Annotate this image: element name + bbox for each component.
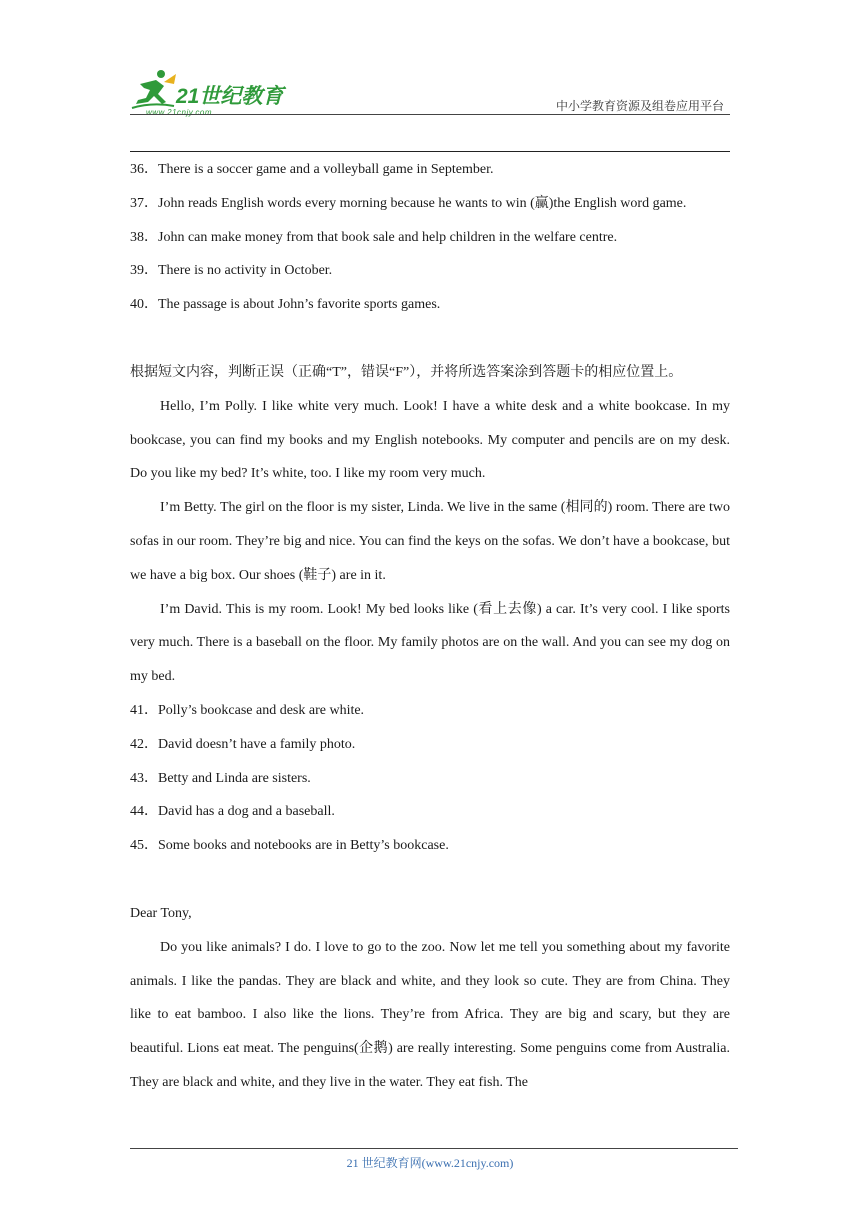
passage-paragraph-polly: Hello, I’m Polly. I like white very much. Look! I have a white desk and a white bookcase. In my bookcase, you can find my books and my English notebooks. My computer and pencils are on my desk. Do you like my bed? It’s white, too. I like my room very much. xyxy=(130,398,730,482)
question-42: 42．David doesn’t have a family photo. xyxy=(130,736,356,752)
question-38: 38．John can make money from that book sale and help children in the welfare centre. xyxy=(130,229,618,245)
page-footer: 21 世纪教育网(www.21cnjy.com) xyxy=(346,1156,514,1170)
header-divider xyxy=(130,114,730,115)
spacer xyxy=(130,863,730,897)
question-43: 43．Betty and Linda are sisters. xyxy=(130,770,311,786)
page-header xyxy=(130,60,730,120)
logo-text: 21世纪教育 xyxy=(176,85,284,108)
section-instruction: 根据短文内容，判断正误（正确“T”，错误“F”），并将所选答案涂到答题卡的相应位置上。 xyxy=(130,364,683,380)
letter-paragraph: Do you like animals? I do. I love to go to the zoo. Now let me tell you something about my favorite animals. I like the pandas. They are black and white, and they look so cute. They are from China. They like to eat bamboo. I also like the lions. They’re from Africa. They are big and scary, but they are beautiful. Lions eat meat. The penguins(企鹅) are really interesting. Some penguins come from Australia. They are black and white, and they live in the water. They eat fish. The xyxy=(130,939,730,1090)
footer-divider xyxy=(130,1148,738,1149)
content-top-divider xyxy=(130,151,730,152)
question-44: 44．David has a dog and a baseball. xyxy=(130,804,335,820)
question-39: 39．There is no activity in October. xyxy=(130,263,333,279)
letter-salutation: Dear Tony, xyxy=(130,905,192,921)
spacer xyxy=(130,322,730,356)
passage-paragraph-betty: I’m Betty. The girl on the floor is my sister, Linda. We live in the same (相同的) room. There are two sofas in our room. They’re big and nice. You can find the keys on the sofas. We don’t have a bookcase, but we have a big box. Our shoes (鞋子) are in it. xyxy=(130,500,730,583)
platform-tagline: 中小学教育资源及组卷应用平台 xyxy=(555,99,724,113)
logo-url: www.21cnjy.com xyxy=(146,108,212,117)
question-36: 36．There is a soccer game and a volleyball game in September. xyxy=(130,162,494,177)
logo xyxy=(130,68,300,116)
runner-logo-icon xyxy=(130,68,178,112)
document-body xyxy=(130,153,730,1100)
question-40: 40．The passage is about John’s favorite sports games. xyxy=(130,297,441,313)
question-45: 45．Some books and notebooks are in Betty’s bookcase. xyxy=(130,838,449,854)
passage-paragraph-david: I’m David. This is my room. Look! My bed looks like (看上去像) a car. It’s very cool. I like sports very much. There is a baseball on the floor. My family photos are on the wall. And you can see my dog on my bed. xyxy=(130,601,730,685)
question-37: 37．John reads English words every morning because he wants to win (赢)the English word game. xyxy=(130,195,687,211)
question-41: 41．Polly’s bookcase and desk are white. xyxy=(130,702,365,718)
